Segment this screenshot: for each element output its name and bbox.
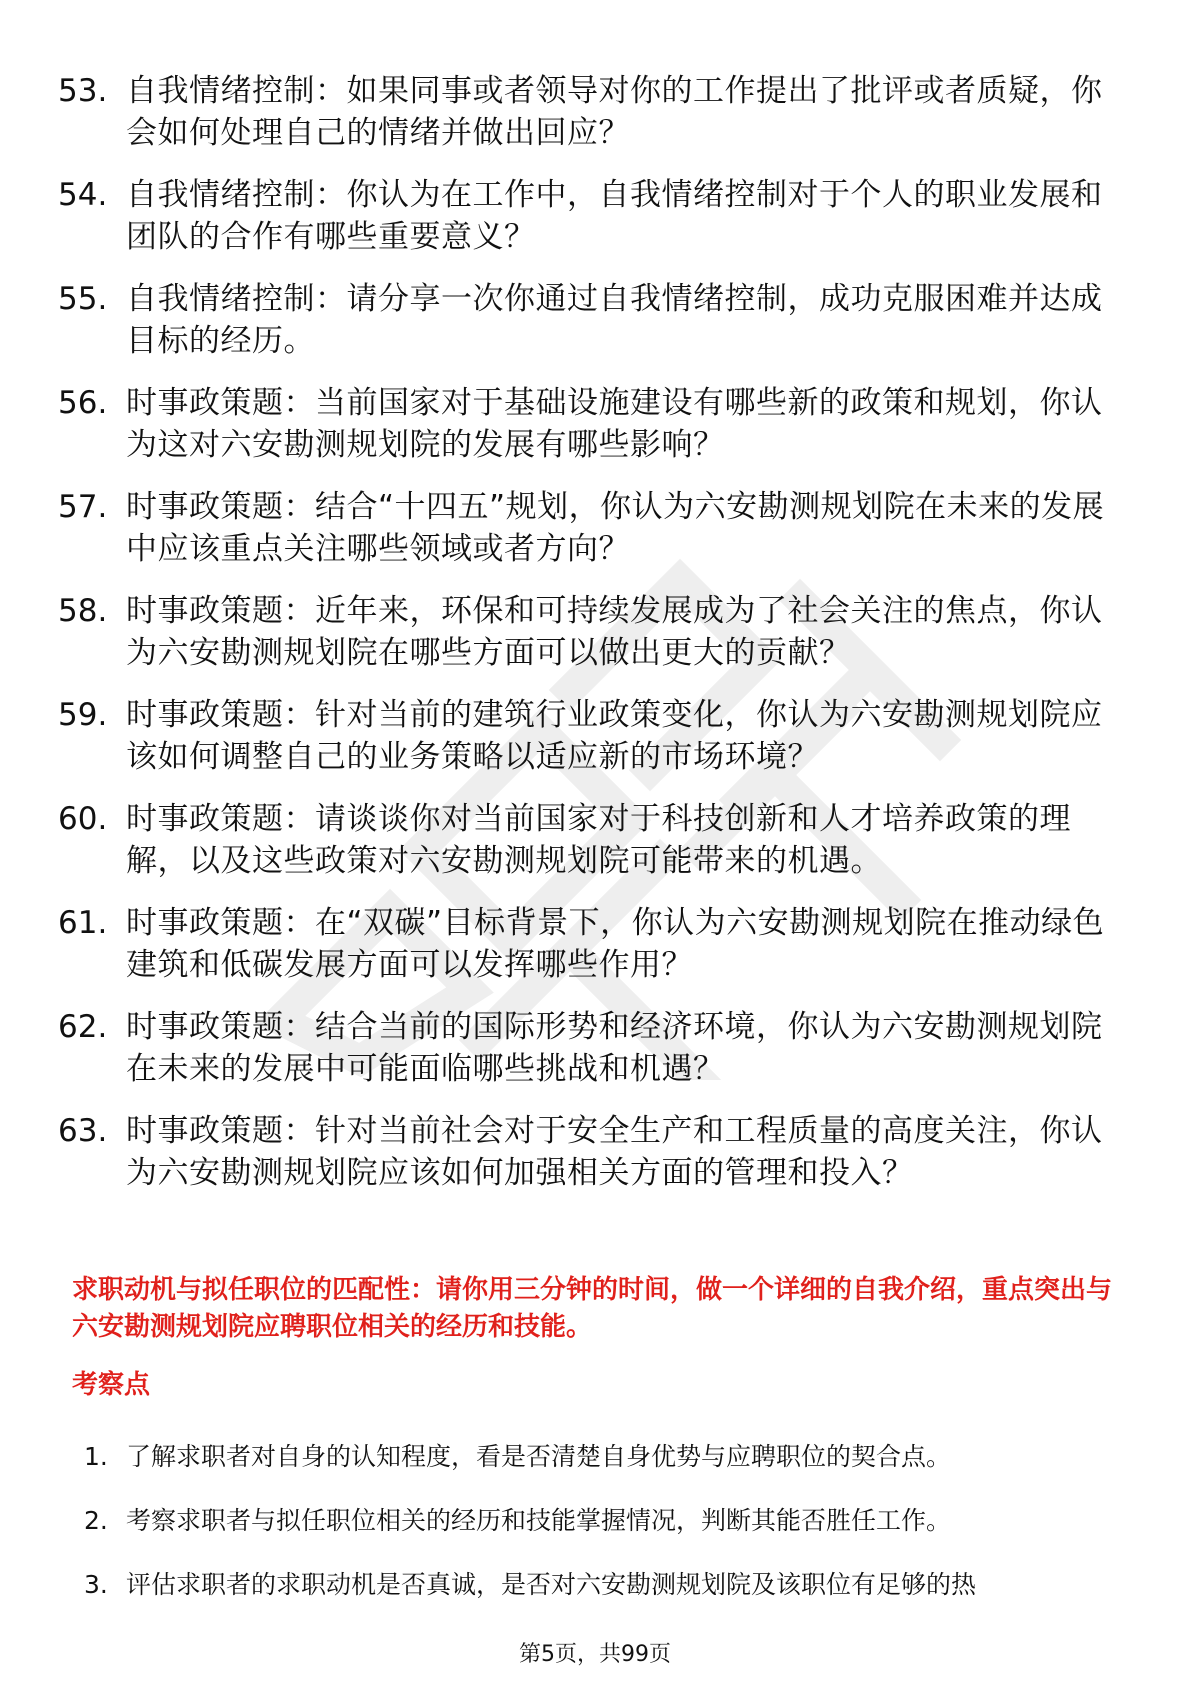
question-number: 56. [58,385,108,421]
question-text: 自我情绪控制：请分享一次你通过自我情绪控制，成功克服困难并达成目标的经历。 [126,281,1103,359]
question-number: 60. [58,801,108,837]
question-text: 时事政策题：针对当前的建筑行业政策变化，你认为六安勘测规划院应该如何调整自己的业务策略以适应新的市场环境？ [126,697,1103,775]
assessment-point [84,1440,1114,1504]
question-item [58,1006,1118,1090]
assessment-point [84,1568,1114,1632]
question-number: 58. [58,593,108,629]
motive-question-heading: 求职动机与拟任职位的匹配性：请你用三分钟的时间，做一个详细的自我介绍，重点突出与六安勘测规划院应聘职位相关的经历和技能。 [72,1275,1113,1342]
question-text: 自我情绪控制：如果同事或者领导对你的工作提出了批评或者质疑，你会如何处理自己的情绪并做出回应？ [126,73,1103,151]
assessment-title: 考察点 [72,1370,151,1400]
question-list [58,70,1118,1214]
question-item [58,798,1118,882]
question-number: 61. [58,905,108,941]
question-item [58,486,1118,570]
question-item [58,382,1118,466]
question-text: 时事政策题：针对当前社会对于安全生产和工程质量的高度关注，你认为六安勘测规划院应该如何加强相关方面的管理和投入？ [126,1113,1103,1191]
assessment-point-number: 1. [84,1442,108,1471]
question-number: 54. [58,177,108,213]
assessment-points-list [84,1440,1114,1632]
question-item [58,694,1118,778]
question-item [58,902,1118,986]
question-item [58,70,1118,154]
assessment-point-number: 2. [84,1506,108,1535]
question-text: 时事政策题：近年来，环保和可持续发展成为了社会关注的焦点，你认为六安勘测规划院在哪些方面可以做出更大的贡献？ [126,593,1103,671]
assessment-point [84,1504,1114,1568]
question-text: 自我情绪控制：你认为在工作中，自我情绪控制对于个人的职业发展和团队的合作有哪些重要意义？ [126,177,1103,255]
question-text: 时事政策题：当前国家对于基础设施建设有哪些新的政策和规划，你认为这对六安勘测规划院的发展有哪些影响？ [126,385,1103,463]
question-number: 59. [58,697,108,733]
question-text: 时事政策题：请谈谈你对当前国家对于科技创新和人才培养政策的理解，以及这些政策对六安勘测规划院可能带来的机遇。 [126,801,1071,879]
question-number: 53. [58,73,108,109]
question-item [58,590,1118,674]
question-number: 63. [58,1113,108,1149]
question-number: 62. [58,1009,108,1045]
question-text: 时事政策题：结合“十四五”规划，你认为六安勘测规划院在未来的发展中应该重点关注哪些领域或者方向？ [126,489,1105,567]
assessment-point-text: 了解求职者对自身的认知程度，看是否清楚自身优势与应聘职位的契合点。 [126,1442,952,1471]
page-number-footer: 第5页，共99页 [519,1642,671,1667]
assessment-point-text: 考察求职者与拟任职位相关的经历和技能掌握情况，判断其能否胜任工作。 [126,1506,952,1535]
question-text: 时事政策题：结合当前的国际形势和经济环境，你认为六安勘测规划院在未来的发展中可能面临哪些挑战和机遇？ [126,1009,1103,1087]
assessment-point-number: 3. [84,1570,108,1599]
question-item [58,1110,1118,1194]
question-item [58,278,1118,362]
question-text: 时事政策题：在“双碳”目标背景下，你认为六安勘测规划院在推动绿色建筑和低碳发展方面可以发挥哪些作用？ [126,905,1105,983]
question-number: 57. [58,489,108,525]
assessment-point-text: 评估求职者的求职动机是否真诚，是否对六安勘测规划院及该职位有足够的热 [126,1570,977,1599]
question-number: 55. [58,281,108,317]
question-item [58,174,1118,258]
